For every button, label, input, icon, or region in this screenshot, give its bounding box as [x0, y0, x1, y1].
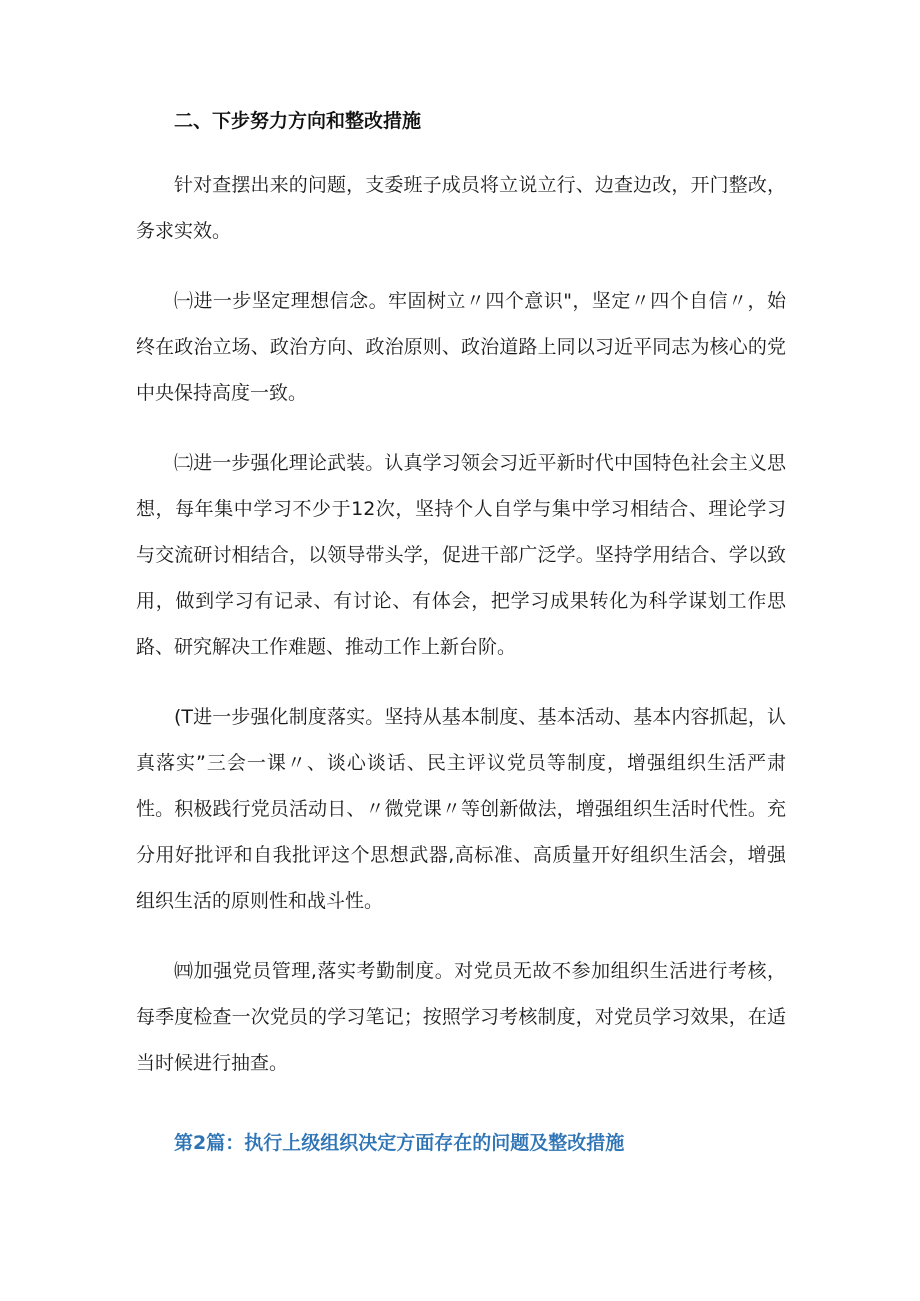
section-heading: 二、下步努力方向和整改措施 [174, 110, 422, 132]
next-article-title[interactable]: 第2篇：执行上级组织决定方面存在的问题及整改措施 [174, 1132, 625, 1154]
paragraph-item-1: ㈠进一步坚定理想信念。牢固树立〃四个意识"，坚定〃四个自信〃，始终在政治立场、政治方向、政治原则、政治道路上同以习近平同志为核心的党中央保持高度一致。 [136, 290, 786, 404]
paragraph-intro: 针对查摆出来的问题，支委班子成员将立说立行、边查边改，开门整改，务求实效。 [136, 174, 786, 242]
paragraph-item-3: (T进一步强化制度落实。坚持从基本制度、基本活动、基本内容抓起，认真落实”三会一课〃、谈心谈话、民主评议党员等制度，增强组织生活严肃性。积极践行党员活动日、〃微党课〃等创新做法，增强组织生活时代性。充分用好批评和自我批评这个思想武器,高标准、高质量开好组织生活会，增强组织生活的原则性和战斗性。 [136, 706, 786, 912]
paragraph-item-2: ㈡进一步强化理论武装。认真学习领会习近平新时代中国特色社会主义思想，每年集中学习不少于12次，坚持个人自学与集中学习相结合、理论学习与交流研讨相结合，以领导带头学，促进干部广泛学。坚持学用结合、学以致用，做到学习有记录、有讨论、有体会，把学习成果转化为科学谋划工作思路、研究解决工作难题、推动工作上新台阶。 [136, 452, 786, 658]
paragraph-item-4: ㈣加强党员管理,落实考勤制度。对党员无故不参加组织生活进行考核，每季度检查一次党员的学习笔记；按照学习考核制度，对党员学习效果，在适当时候进行抽查。 [136, 960, 786, 1074]
